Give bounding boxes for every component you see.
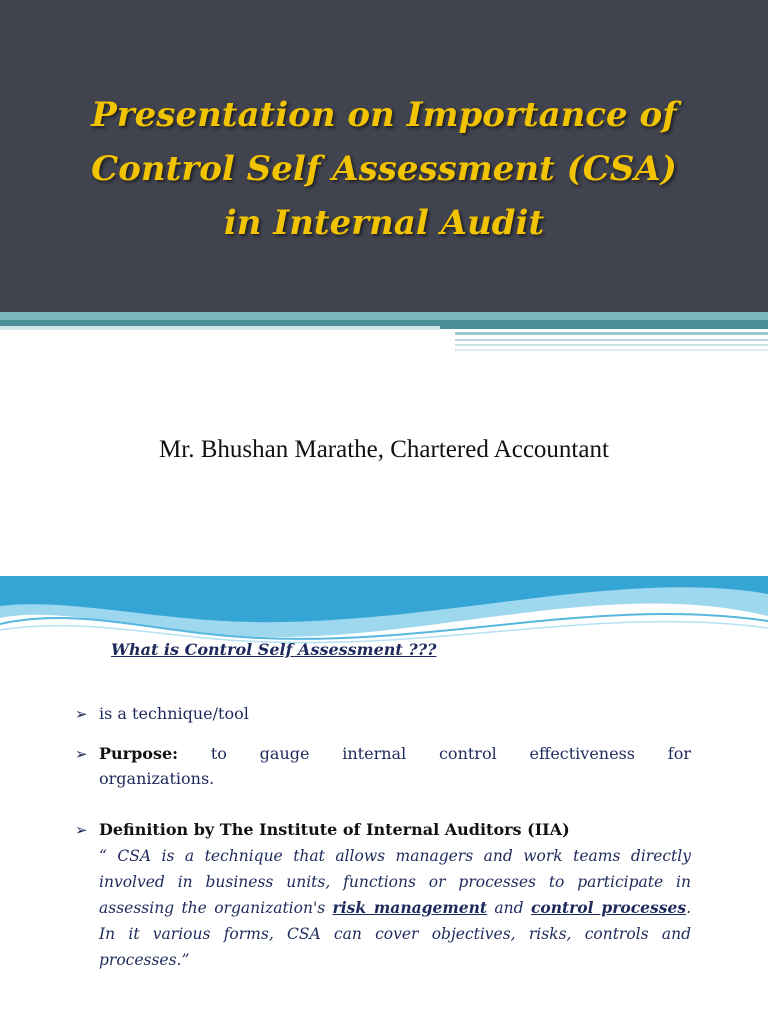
purpose-word: gauge [259, 744, 310, 763]
title-line-3: in Internal Audit [223, 203, 545, 243]
arrow-bullet-icon: ➢ [75, 745, 88, 763]
quote-text: . In it various forms, CSA can cover objectives, risks, controls and processes.” [99, 899, 691, 969]
purpose-word: effectiveness [529, 744, 635, 763]
purpose-word: for [667, 744, 691, 763]
control-processes-emphasis: control processes [530, 898, 687, 917]
purpose-word: to [210, 744, 227, 763]
purpose-label: Purpose: [99, 744, 179, 763]
definition-label: Definition by The Institute of Internal Auditors (IIA) [99, 820, 570, 839]
risk-management-emphasis: risk management [332, 898, 488, 917]
purpose-continuation: organizations. [99, 769, 215, 788]
arrow-bullet-icon: ➢ [75, 821, 88, 839]
bullet-text: is a technique/tool [99, 704, 249, 723]
bullet-definition [75, 820, 691, 973]
title-line-2: Control Self Assessment (CSA) [91, 149, 677, 189]
purpose-word: internal [342, 744, 407, 763]
author-name: Mr. Bhushan Marathe, Chartered Accountant [159, 436, 609, 463]
arrow-bullet-icon: ➢ [75, 705, 88, 723]
header-wave [0, 576, 768, 646]
quote-text: and [487, 899, 531, 917]
quote-text: “ CSA is a technique that allows managers and work teams directly involved in business units, functions or processes to participate in assessing the organization's [99, 847, 691, 917]
title-line-1: Presentation on Importance of [91, 95, 677, 135]
slide-heading: What is Control Self Assessment ??? [111, 640, 437, 659]
definition-quote [99, 843, 691, 973]
slide-title [40, 88, 728, 250]
bullet-technique [75, 704, 691, 723]
decorative-stripes [0, 312, 768, 362]
purpose-word: control [438, 744, 497, 763]
bullet-purpose [75, 744, 691, 788]
content-slide [0, 576, 768, 1024]
